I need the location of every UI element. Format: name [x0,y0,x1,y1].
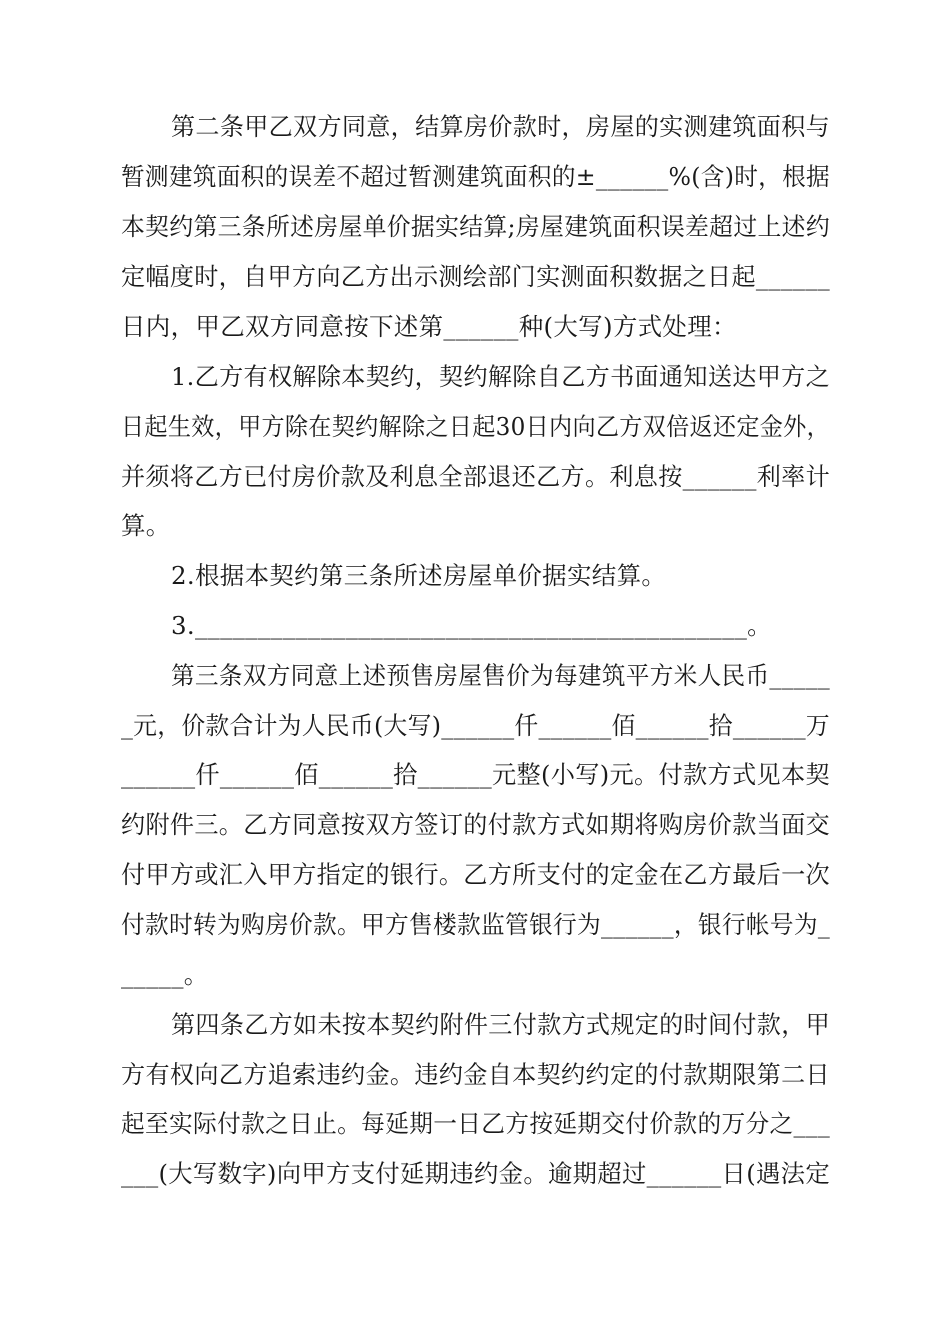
paragraph-line: 付款时转为购房价款。甲方售楼款监管银行为______，银行帐号为_ [121,910,830,939]
paragraph-line: 暂测建筑面积的误差不超过暂测建筑面积的±______%(含)时，根据 [121,162,830,191]
paragraph-line: 算。 [121,511,171,540]
paragraph-line: _元，价款合计为人民币(大写)______仟______佰______拾______万 [121,711,831,740]
paragraph-line: 定幅度时，自甲方向乙方出示测绘部门实测面积数据之日起______ [121,262,831,291]
paragraph-line: 约附件三。乙方同意按双方签订的付款方式如期将购房价款当面交 [121,810,830,839]
paragraph-line: 第三条双方同意上述预售房屋售价为每建筑平方米人民币_____ [171,661,830,690]
paragraph-line: 3.____________________________________________。 [171,611,772,640]
paragraph-line: 1.乙方有权解除本契约，契约解除自乙方书面通知送达甲方之 [171,362,831,391]
paragraph-line: 本契约第三条所述房屋单价据实结算;房屋建筑面积误差超过上述约 [121,212,830,241]
paragraph-line: 起至实际付款之日止。每延期一日乙方按延期交付价款的万分之___ [121,1109,830,1138]
paragraph-line: ______仟______佰______拾______元整(小写)元。付款方式见本契 [121,760,831,789]
paragraph-line: 方有权向乙方追索违约金。违约金自本契约约定的付款期限第二日 [121,1060,830,1089]
paragraph-line: 并须将乙方已付房价款及利息全部退还乙方。利息按______利率计 [121,462,831,491]
paragraph-line: 日内，甲乙双方同意按下述第______种(大写)方式处理： [121,312,737,341]
paragraph-line: ___(大写数字)向甲方支付延期违约金。逾期超过______日(遇法定 [121,1159,831,1188]
paragraph-line: _____。 [121,960,209,989]
paragraph-line: 日起生效，甲方除在契约解除之日起30日内向乙方双倍返还定金外， [121,412,831,441]
paragraph-line: 2.根据本契约第三条所述房屋单价据实结算。 [171,561,667,590]
paragraph-line: 第二条甲乙双方同意，结算房价款时，房屋的实测建筑面积与 [171,112,831,141]
paragraph-line: 第四条乙方如未按本契约附件三付款方式规定的时间付款，甲 [171,1010,831,1039]
paragraph-line: 付甲方或汇入甲方指定的银行。乙方所支付的定金在乙方最后一次 [121,860,830,889]
